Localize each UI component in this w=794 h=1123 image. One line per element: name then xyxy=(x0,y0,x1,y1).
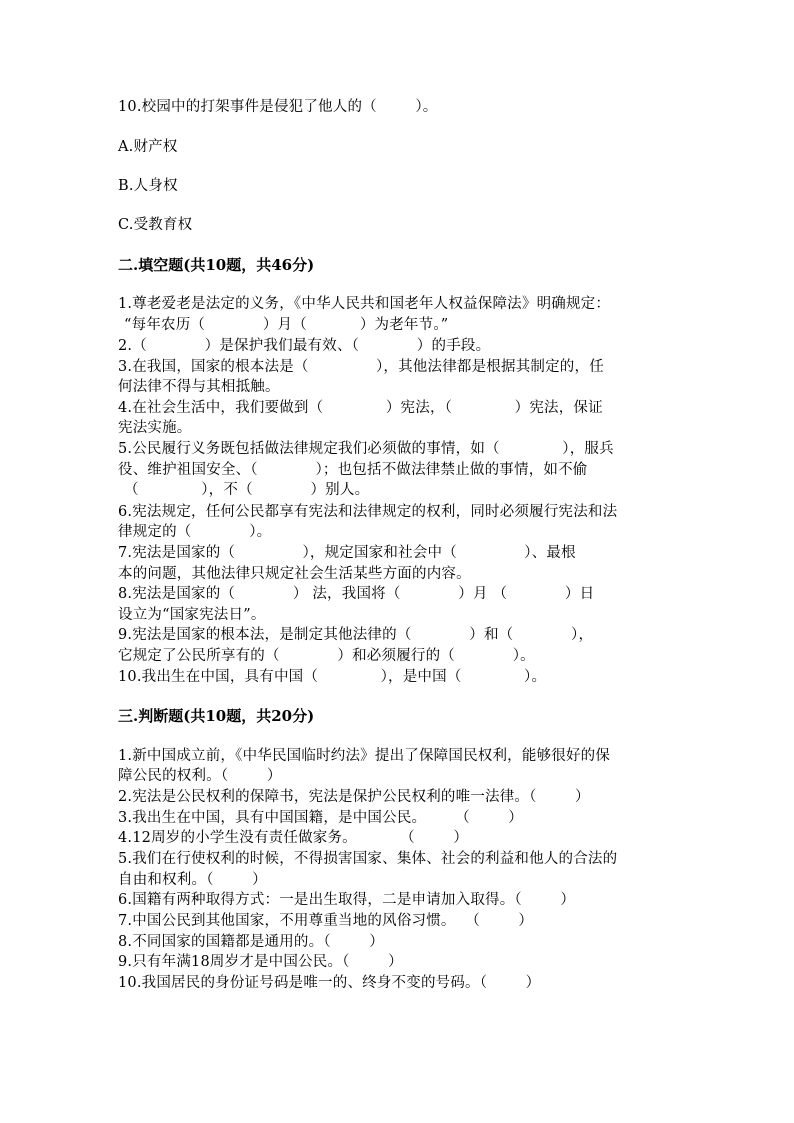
judge-line: 3.我出生在中国，具有中国国籍，是中国公民。 （ ） xyxy=(118,810,523,826)
fill-line: 何法律不得与其相抵触。 xyxy=(118,379,280,395)
section-3-title: 三.判断题(共10题，共20分) xyxy=(118,707,315,725)
fill-line: 本的问题，其他法律只规定社会生活某些方面的内容。 xyxy=(118,566,471,582)
fill-line: 9.宪法是国家的根本法，是制定其他法律的（ ）和（ ）， xyxy=(118,627,594,643)
fill-line: 律规定的（ ）。 xyxy=(118,524,272,540)
fill-line: 10.我出生在中国，具有中国（ ），是中国（ ）。 xyxy=(118,669,547,685)
fill-line: （ ），不（ ）别人。 xyxy=(124,482,370,498)
judge-line: 4.12周岁的小学生没有责任做家务。 （ ） xyxy=(118,830,469,846)
fill-line: 役、维护祖国安全、（ ）；也包括不做法律禁止做的事情，如不偷 xyxy=(118,462,588,478)
fill-line: 它规定了公民所享有的（ ）和必须履行的（ ）。 xyxy=(118,648,535,664)
fill-line: 3.在我国，国家的根本法是（ ），其他法律都是根据其制定的，任 xyxy=(118,359,604,375)
judge-line: 10.我国居民的身份证号码是唯一的、终身不变的号码。（ ） xyxy=(118,975,541,991)
fill-line: 设立为“国家宪法日”。 xyxy=(118,607,266,623)
fill-line: 宪法实施。 xyxy=(118,420,192,436)
section-2-title: 二.填空题(共10题，共46分) xyxy=(118,256,315,274)
judge-line: 1.新中国成立前，《中华民国临时约法》提出了保障国民权利，能够很好的保 xyxy=(118,748,611,764)
fill-line: 6.宪法规定，任何公民都享有宪法和法律规定的权利，同时必须履行宪法和法 xyxy=(118,504,618,520)
fill-line: 1.尊老爱老是法定的义务，《中华人民共和国老年人权益保障法》明确规定： xyxy=(118,296,611,312)
fill-line: 4.在社会生活中，我们要做到（ ）宪法，（ ）宪法，保证 xyxy=(118,400,603,416)
judge-line: 6.国籍有两种取得方式：一是出生取得，二是申请加入取得。（ ） xyxy=(118,892,576,908)
judge-line: 障公民的权利。（ ） xyxy=(118,768,282,784)
question-10-stem: 10.校园中的打架事件是侵犯了他人的（ ）。 xyxy=(118,99,438,115)
judge-line: 5.我们在行使权利的时候，不得损害国家、集体、社会的利益和他人的合法的 xyxy=(118,851,618,867)
option-b: B.人身权 xyxy=(118,178,178,194)
judge-line: 2.宪法是公民权利的保障书，宪法是保护公民权利的唯一法律。（ ） xyxy=(118,789,590,805)
option-c: C.受教育权 xyxy=(118,217,193,233)
judge-line: 7.中国公民到其他国家，不用尊重当地的风俗习惯。 （ ） xyxy=(118,913,534,929)
fill-line: 2.（ ）是保护我们最有效、（ ）的手段。 xyxy=(118,338,491,354)
judge-line: 自由和权利。（ ） xyxy=(118,872,267,888)
option-a: A.财产权 xyxy=(118,139,178,155)
judge-line: 8.不同国家的国籍都是通用的。（ ） xyxy=(118,934,384,950)
fill-line: 7.宪法是国家的（ ），规定国家和社会中（ ）、最根 xyxy=(118,545,576,561)
judge-line: 9.只有年满18周岁才是中国公民。（ ） xyxy=(118,954,403,970)
fill-line: “每年农历（ ）月（ ）为老年节。” xyxy=(124,317,449,333)
fill-line: 5.公民履行义务既包括做法律规定我们必须做的事情，如（ ），服兵 xyxy=(118,441,614,457)
fill-line: 8.宪法是国家的（ ） 法，我国将（ ）月 （ ）日 xyxy=(118,586,595,602)
